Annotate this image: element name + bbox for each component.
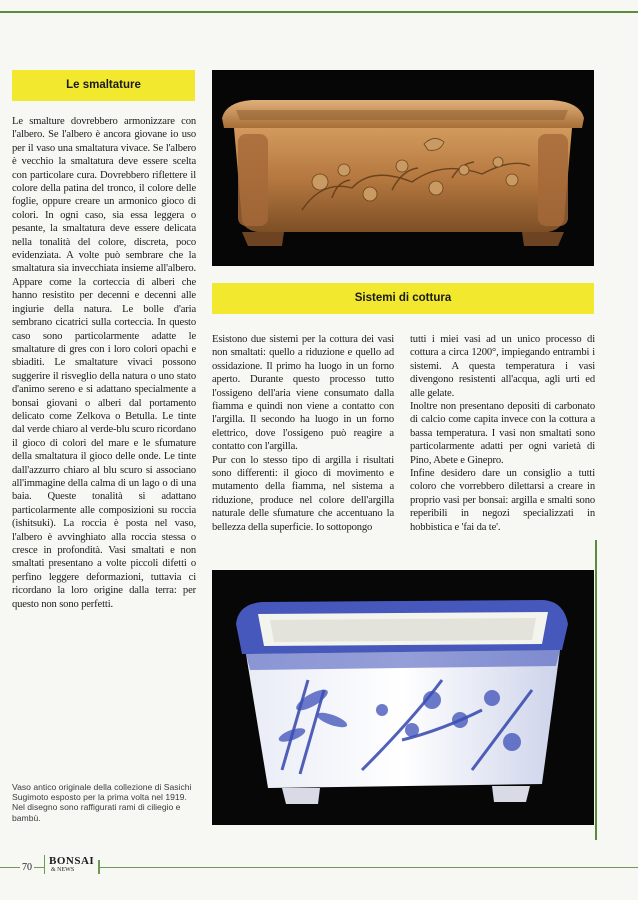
paragraph: Pur con lo stesso tipo di argilla i risultati sono differenti: il gioco di movimento e mutamento della fiamma, nel sistema a riduzione, produce nel colore dell'argilla naturale delle sfumature che accentuano la bellezza della superficie. Io sottopongo (212, 454, 394, 533)
text-column-1 (12, 115, 196, 611)
text-column-2 (212, 333, 394, 534)
paragraph: Le smalture dovrebbero armonizzare con l'albero. Se l'albero è ancora giovane io uso per il vaso una smaltatura vivace. Se l'albero è vecchio la smaltatura deve essere scelta con particolare cura. Dovrebbero riflettere il colore della patina del tronco, il colore delle foglie, oppure creare un armonico gioco di colori. In ogni caso, sia essa leggera o pesante, la smaltatura deve essere delicata nella tonalità del colore, discreta, poco evidenziata. A volte può sembrare che la smaltatura sia invecchiata insieme all'albero. Appare come la corteccia di alberi che hanno resistito per decenni e decenni alle ingiurie della natura. Le bolle d'aria sembrano cicatrici sulla corteccia. In questo caso sono particolarmente adatte le smaltature di gres con i loro colori opachi e sbiaditi. Le smaltature vivaci possono suggerire il risveglio della natura o uno stato d'animo sereno e si adattano specialmente a bonsai giovani o alberi dal portamento delicato come Zelkova o Betulla. Le tinte dal verde chiaro al verde-blu scuro ricordano il gioco di colori del mare e le sfumature della smaltatura il gioco delle onde. Le tinte dall'azzurro chiaro al blu scuro si associano all'immagine della calma di un lago o di una baia. Queste tonalità si adattano particolarmente alle composizioni su roccia (ishitsuki). La roccia è posta nel vaso, l'albero è avvinghiato alla roccia stessa o cresce in profondità. Vasi smaltati e non smaltati presentano a volte piccoli difetti o perfino leggere deformazioni, tuttavia ci ricordano la loro origine dalla terra: per questo non sono perfetti. (12, 116, 196, 610)
magazine-title: BONSAI (49, 855, 95, 867)
clay-pot-illustration (212, 70, 594, 266)
footer-bar (98, 860, 100, 874)
magazine-logo (44, 855, 98, 874)
right-rule (595, 540, 597, 840)
paragraph: tutti i miei vasi ad un unico processo di cottura a circa 1200°, impiegando entrambi i sistemi. A questa temperatura i vasi divengono resistenti all'acqua, agli urti ed alle gelate. (410, 334, 595, 399)
text-column-3 (410, 333, 595, 534)
photo-caption: Vaso antico originale della collezione di Sasichi Sugimoto esposto per la prima volta nel 1919. Nel disegno sono raffigurati rami di ciliegio e bambù. (12, 782, 192, 823)
magazine-subtitle: & NEWS (51, 867, 75, 873)
photo-porcelain-pot (212, 570, 594, 825)
photo-clay-pot (212, 70, 594, 266)
page-footer (0, 840, 638, 900)
porcelain-pot-illustration (212, 570, 594, 825)
heading-cottura: Sistemi di cottura (212, 283, 594, 314)
heading-smaltature: Le smaltature (12, 70, 195, 101)
top-rule (0, 11, 638, 13)
paragraph: Inoltre non presentano depositi di carbonato di calcio come capita invece con la cottura a bassa temperatura. I vasi non smaltati sono particolarmente adatti per ogni varietà di Pino, Abete e Ginepro. (410, 401, 595, 466)
page-number: 70 (22, 862, 32, 873)
paragraph: Esistono due sistemi per la cottura dei vasi non smaltati: quello a riduzione e quello ad ossidazione. Il primo ha luogo in un forno aperto. Durante questo processo tutto l'ossigeno dell'aria viene consumato dalla fiamma e quindi non viene a contatto con l'argilla. Il secondo ha luogo in un forno elettrico, dove l'ossigeno può reagire a contatto con l'argilla. (212, 334, 394, 453)
paragraph: Infine desidero dare un consiglio a tutti coloro che vorrebbero dilettarsi a creare in proprio vasi per bonsai: argilla e smalti sono reperibili in negozi specializzati in hobbistica e 'fai da te'. (410, 468, 595, 533)
